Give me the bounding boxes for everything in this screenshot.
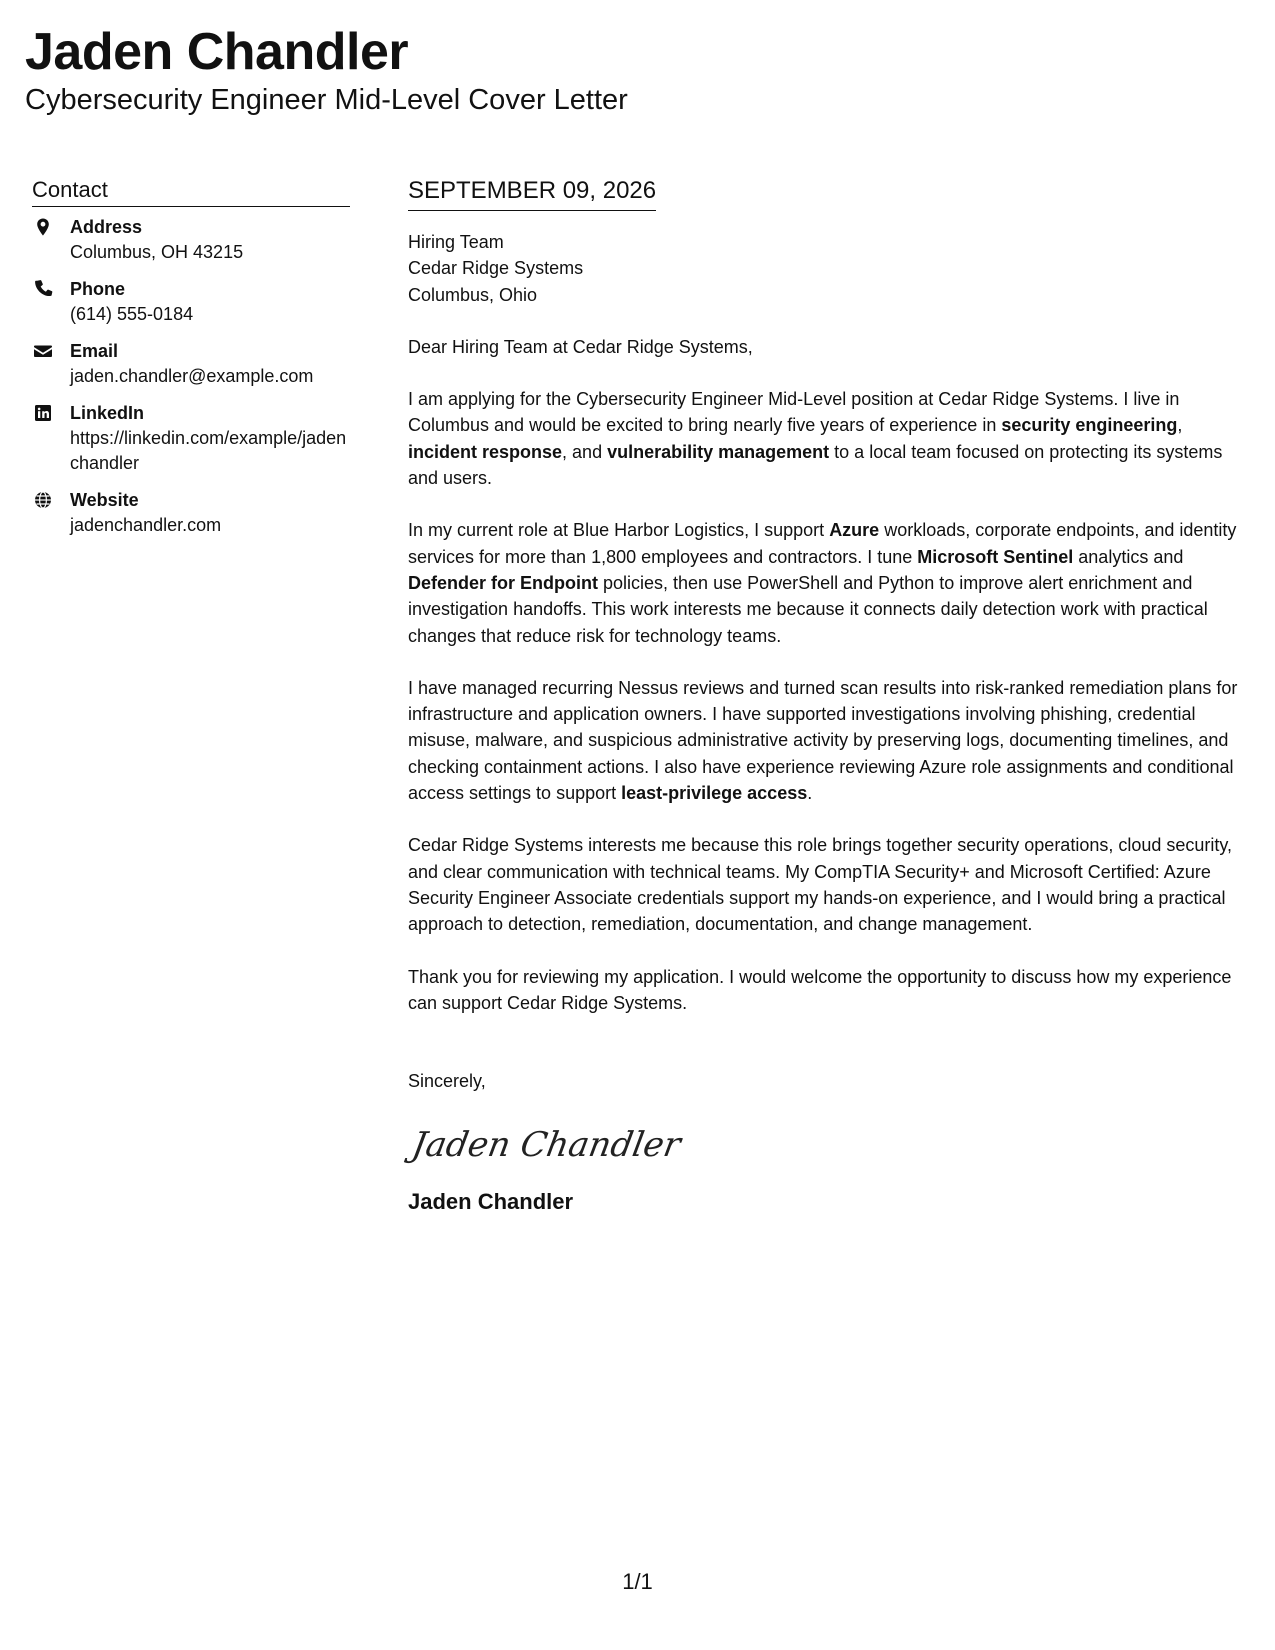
contact-linkedin [32, 401, 350, 476]
paragraph-text: policies, then use PowerShell and Python to improve alert enrichment and investigation handoffs. This work interests me because it connects daily detection work with practical changes that reduce risk for technology teams. [408, 572, 1208, 646]
linkedin-icon [33, 403, 53, 423]
contact-address [32, 215, 350, 265]
highlighted-skill: Azure [829, 520, 880, 541]
candidate-name: Jaden Chandler [25, 23, 409, 81]
paragraph-text: workloads, corporate endpoints, and identity services for more than 1,800 employees and contractors. I tune [408, 520, 1237, 567]
map-pin-icon [33, 217, 53, 237]
contact-website [32, 488, 350, 538]
contact-sidebar [32, 176, 350, 550]
highlighted-skill: Defender for Endpoint [408, 572, 598, 593]
letter-paragraph [408, 386, 1250, 491]
paragraph-text: , [1177, 415, 1183, 436]
signer-name: Jaden Chandler [408, 1189, 574, 1215]
letter-paragraph [408, 832, 1250, 937]
letter-date: SEPTEMBER 09, 2026 [408, 176, 656, 211]
contact-heading: Contact [32, 176, 350, 207]
phone-icon [33, 279, 53, 299]
contact-phone [32, 277, 350, 327]
highlighted-skill: security engineering [1001, 415, 1178, 436]
page-number: 1/1 [622, 1569, 653, 1594]
paragraph-text: to a local team focused on protecting its systems and users. [408, 441, 1223, 489]
contact-website-value[interactable]: jadenchandler.com [70, 515, 222, 535]
paragraph-text: I am applying for the Cybersecurity Engineer Mid-Level position at Cedar Ridge Systems. I live in Columbus and would be excited to bring nearly five years of experience in [408, 389, 1180, 436]
contact-email-value: jaden.chandler@example.com [70, 366, 314, 386]
highlighted-skill: least-privilege access [621, 783, 808, 804]
paragraph-text: I have managed recurring Nessus reviews and turned scan results into risk-ranked remediation plans for infrastructure and application owners. I have supported investigations involving phishing, credential misuse, malware, and suspicious administrative activity by preserving logs, documenting timelines, and checking containment actions. I also have experience reviewing Azure role assignments and conditional access settings to support [408, 677, 1238, 804]
envelope-icon [33, 341, 53, 361]
contact-email-label: Email [70, 341, 119, 361]
contact-address-label: Address [70, 217, 143, 237]
recipient-line: Columbus, Ohio [408, 284, 538, 305]
svg-text:Jaden Chandler: Jaden Chandler [409, 1125, 684, 1166]
paragraph-text: Thank you for reviewing my application. I would welcome the opportunity to discuss how my experience can support Cedar Ridge Systems. [408, 966, 1232, 1013]
paragraph-text: , and [562, 441, 608, 462]
contact-linkedin-value[interactable]: https://linkedin.com/example/jadenchandler [70, 428, 347, 473]
contact-email [32, 339, 350, 389]
recipient-block [408, 229, 1250, 308]
contact-website-label: Website [70, 490, 139, 510]
document-subtitle: Cybersecurity Engineer Mid-Level Cover Letter [25, 84, 628, 116]
paragraph-text: analytics and [1073, 546, 1184, 567]
closing: Sincerely, [408, 1071, 486, 1092]
globe-icon [33, 490, 53, 510]
letter-paragraph [408, 517, 1250, 648]
paragraph-text: Cedar Ridge Systems interests me because this role brings together security operations, cloud security, and clear communication with technical teams. My CompTIA Security+ and Microsoft Certified: Azure Security Engineer Associate credentials support my hands-on experience, and I would bring a practical approach to detection, remediation, documentation, and change management. [408, 835, 1233, 935]
contact-phone-value: (614) 555-0184 [70, 304, 194, 324]
recipient-line: Hiring Team [408, 232, 504, 252]
contact-phone-label: Phone [70, 279, 126, 299]
highlighted-skill: Microsoft Sentinel [917, 546, 1074, 567]
letter-body [408, 176, 1250, 1216]
recipient-line: Cedar Ridge Systems [408, 258, 584, 279]
contact-address-value: Columbus, OH 43215 [70, 242, 244, 262]
letter-paragraph [408, 964, 1250, 1017]
highlighted-skill: incident response [408, 441, 563, 462]
highlighted-skill: vulnerability management [607, 441, 830, 462]
paragraph-text: In my current role at Blue Harbor Logistics, I support [408, 520, 830, 541]
contact-linkedin-label: LinkedIn [70, 403, 145, 423]
letter-paragraphs [408, 386, 1250, 1016]
salutation: Dear Hiring Team at Cedar Ridge Systems, [408, 336, 753, 357]
handwritten-signature [409, 1114, 1250, 1172]
paragraph-text: . [807, 783, 813, 804]
letter-paragraph [408, 675, 1250, 806]
